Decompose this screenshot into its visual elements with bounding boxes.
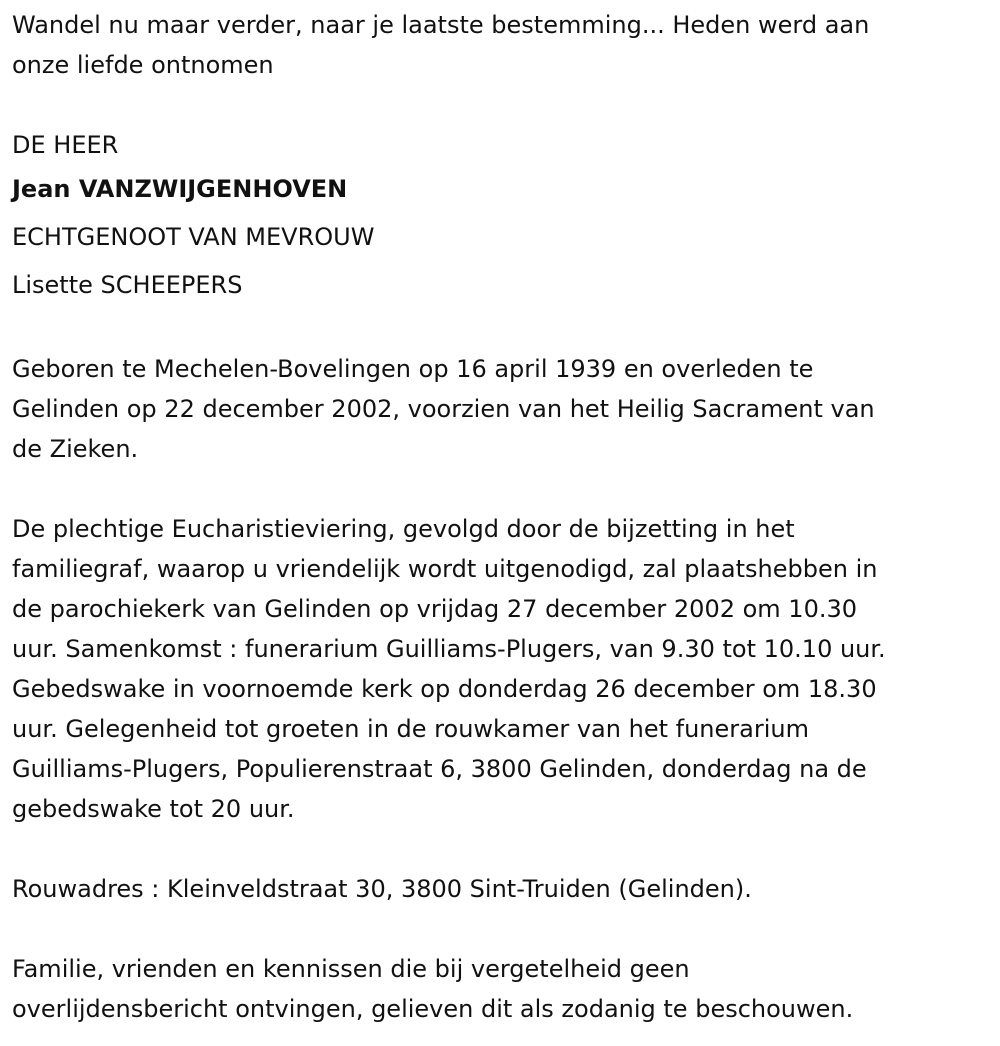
text-line: Gebedswake in voornoemde kerk op donderdag 26 december om 18.30 <box>12 675 877 703</box>
text-line: uur. Samenkomst : funerarium Guilliams-Plugers, van 9.30 tot 10.10 uur. <box>12 635 886 663</box>
text-line: Gelinden op 22 december 2002, voorzien van het Heilig Sacrament van <box>12 395 875 423</box>
text-line: familiegraf, waarop u vriendelijk wordt uitgenodigd, zal plaatshebben in <box>12 555 878 583</box>
text-line: uur. Gelegenheid tot groeten in de rouwkamer van het funerarium <box>12 715 809 743</box>
text-line: de Zieken. <box>12 435 139 463</box>
spouse-name: Lisette SCHEEPERS <box>12 271 243 299</box>
text-line: de parochiekerk van Gelinden op vrijdag 27 december 2002 om 10.30 <box>12 595 858 623</box>
intro-paragraph <box>12 5 1000 85</box>
mourning-address: Rouwadres : Kleinveldstraat 30, 3800 Sint-Truiden (Gelinden). <box>12 875 752 903</box>
closing-paragraph <box>12 949 1000 1029</box>
text-line: Wandel nu maar verder, naar je laatste bestemming... Heden werd aan <box>12 11 870 39</box>
text-line: overlijdensbericht ontvingen, gelieven dit als zodanig te beschouwen. <box>12 995 854 1023</box>
spouse-label: ECHTGENOOT VAN MEVROUW <box>12 223 375 251</box>
text-line: gebedswake tot 20 uur. <box>12 795 295 823</box>
text-line: onze liefde ontnomen <box>12 51 274 79</box>
birth-death-paragraph <box>12 349 1000 469</box>
text-line: Geboren te Mechelen-Bovelingen op 16 april 1939 en overleden te <box>12 355 814 383</box>
text-line: Guilliams-Plugers, Populierenstraat 6, 3800 Gelinden, donderdag na de <box>12 755 867 783</box>
deceased-name: Jean VANZWIJGENHOVEN <box>12 175 348 203</box>
text-line: Familie, vrienden en kennissen die bij vergetelheid geen <box>12 955 690 983</box>
text-line: De plechtige Eucharistieviering, gevolgd door de bijzetting in het <box>12 515 795 543</box>
title-prefix: DE HEER <box>12 131 119 159</box>
ceremony-paragraph <box>12 509 1000 829</box>
